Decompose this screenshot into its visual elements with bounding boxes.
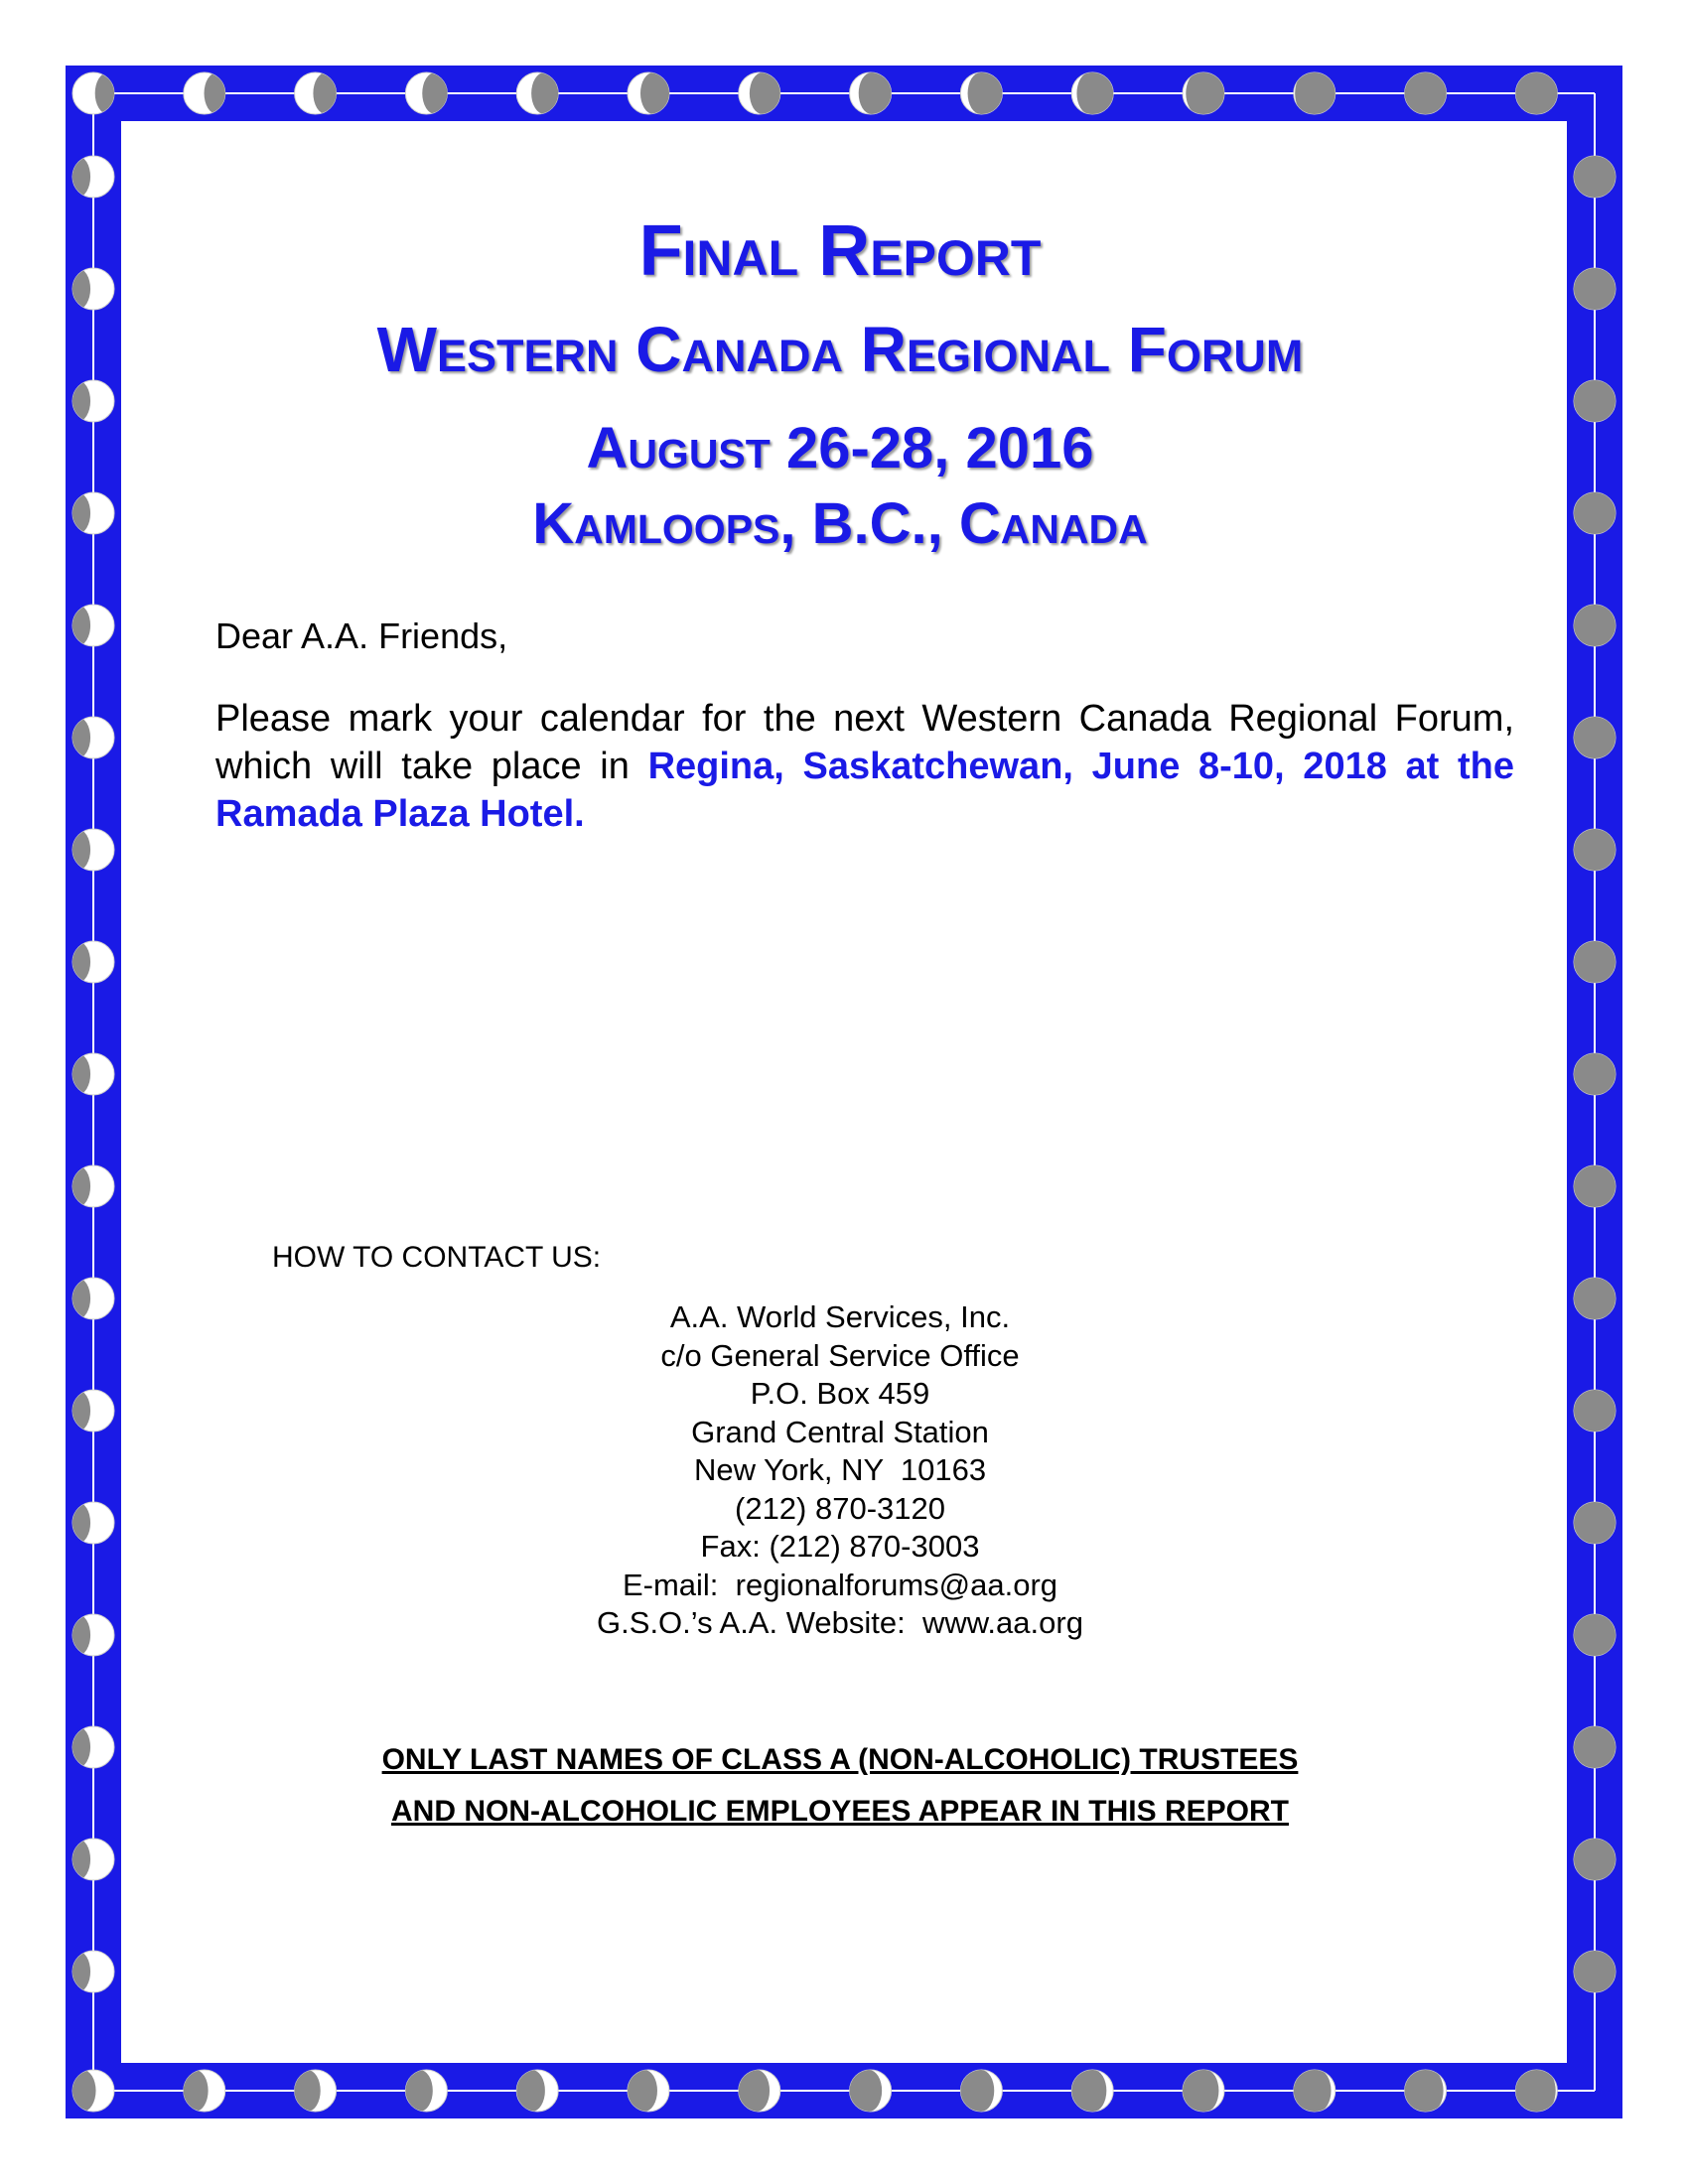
contact-address	[121, 1298, 1559, 1643]
email-line: E-mail: regionalforums@aa.org	[622, 1567, 1058, 1602]
privacy-notice-line-1: ONLY LAST NAMES OF CLASS A (NON-ALCOHOLIC) TRUSTEES	[381, 1743, 1299, 1776]
title-location: Kamloops, B.C., Canada	[532, 491, 1148, 556]
title-dates: August 26-28, 2016	[586, 416, 1094, 480]
page-content	[121, 121, 1559, 2059]
announcement-paragraph	[215, 695, 1514, 838]
address-line: A.A. World Services, Inc.	[669, 1299, 1011, 1334]
address-line: c/o General Service Office	[660, 1337, 1020, 1373]
salutation: Dear A.A. Friends,	[215, 615, 508, 656]
website-line: G.S.O.’s A.A. Website: www.aa.org	[597, 1605, 1083, 1640]
address-line: P.O. Box 459	[750, 1376, 930, 1411]
fax-line: Fax: (212) 870-3003	[700, 1529, 980, 1564]
address-line: Grand Central Station	[691, 1414, 989, 1449]
announcement-highlight: Regina, Saskatchewan, June 8-10, 2018 at the Ramada Plaza Hotel.	[215, 746, 1514, 835]
address-line: New York, NY 10163	[693, 1452, 987, 1487]
title-final-report: Final Report	[638, 211, 1042, 291]
privacy-notice-line-2: AND NON-ALCOHOLIC EMPLOYEES APPEAR IN THIS REPORT	[391, 1795, 1289, 1828]
title-forum-name: Western Canada Regional Forum	[376, 314, 1304, 385]
contact-heading: HOW TO CONTACT US:	[272, 1241, 602, 1274]
announcement-text: Please mark your calendar for the next Western Canada Regional Forum, which will take place in	[215, 698, 1514, 787]
phone-line: (212) 870-3120	[735, 1490, 945, 1526]
